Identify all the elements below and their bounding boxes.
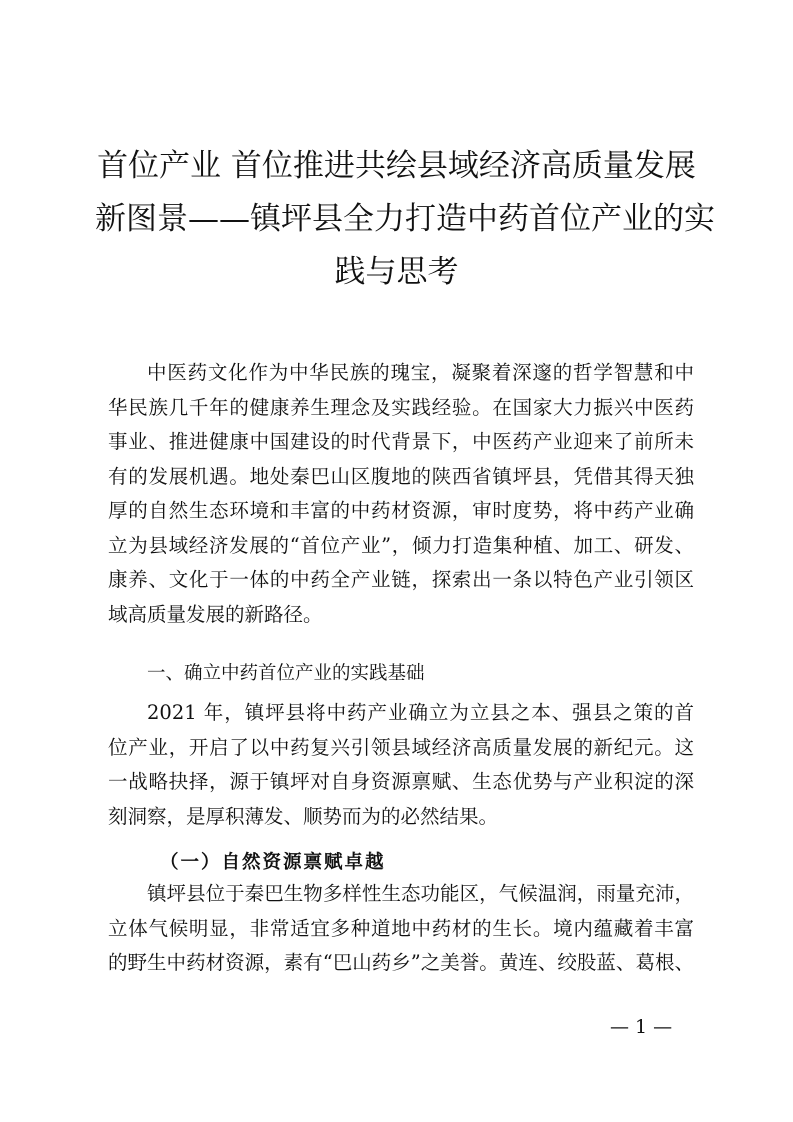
paragraph-line: 中医药文化作为中华民族的瑰宝，凝聚着深邃的哲学智慧和中 [147, 361, 694, 384]
paragraph-line: 的野生中药材资源，素有“巴山药乡”之美誉。黄连、绞股蓝、葛根、 [108, 951, 694, 974]
paragraph-line: 厚的自然生态环境和丰富的中药材资源，审时度势，将中药产业确 [108, 499, 694, 522]
section-heading: 一、确立中药首位产业的实践基础 [147, 663, 425, 684]
paragraph-line: 域高质量发展的新路径。 [108, 602, 323, 626]
paragraph-line: 事业、推进健康中国建设的时代背景下，中医药产业迎来了前所未 [108, 430, 694, 453]
paragraph-line: 立为县域经济发展的“首位产业”，倾力打造集种植、加工、研发、 [108, 533, 694, 557]
section1-paragraph [108, 696, 694, 834]
subsection1-paragraph [108, 877, 694, 981]
title-line: 新图景——镇坪县全力打造中药首位产业的实 [95, 201, 715, 237]
paragraph-line: 立体气候明显，非常适宜多种道地中药材的生长。境内蕴藏着丰富 [108, 916, 694, 940]
paragraph-line: 有的发展机遇。地处秦巴山区腹地的陕西省镇坪县，凭借其得天独 [108, 464, 694, 488]
intro-paragraph [108, 356, 694, 632]
document-title [95, 140, 715, 299]
paragraph-line: 2021 年，镇坪县将中药产业确立为立县之本、强县之策的首 [147, 701, 694, 724]
paragraph-line: 镇坪县位于秦巴生物多样性生态功能区，气候温润，雨量充沛， [147, 882, 694, 905]
title-line: 践与思考 [334, 254, 459, 290]
page-number: — 1 — [610, 1016, 673, 1038]
paragraph-line: 位产业，开启了以中药复兴引领县域经济高质量发展的新纪元。这 [108, 735, 694, 759]
paragraph-line: 刻洞察，是厚积薄发、顺势而为的必然结果。 [108, 804, 499, 828]
paragraph-line: 华民族几千年的健康养生理念及实践经验。在国家大力振兴中医药 [108, 395, 694, 419]
title-line: 首位产业 首位推进共绘县域经济高质量发展 [97, 148, 696, 184]
subsection-heading: （一）自然资源禀赋卓越 [160, 852, 386, 873]
paragraph-line: 康养、文化于一体的中药全产业链，探索出一条以特色产业引领区 [108, 568, 694, 591]
paragraph-line: 一战略抉择，源于镇坪对自身资源禀赋、生态优势与产业积淀的深 [108, 770, 694, 793]
